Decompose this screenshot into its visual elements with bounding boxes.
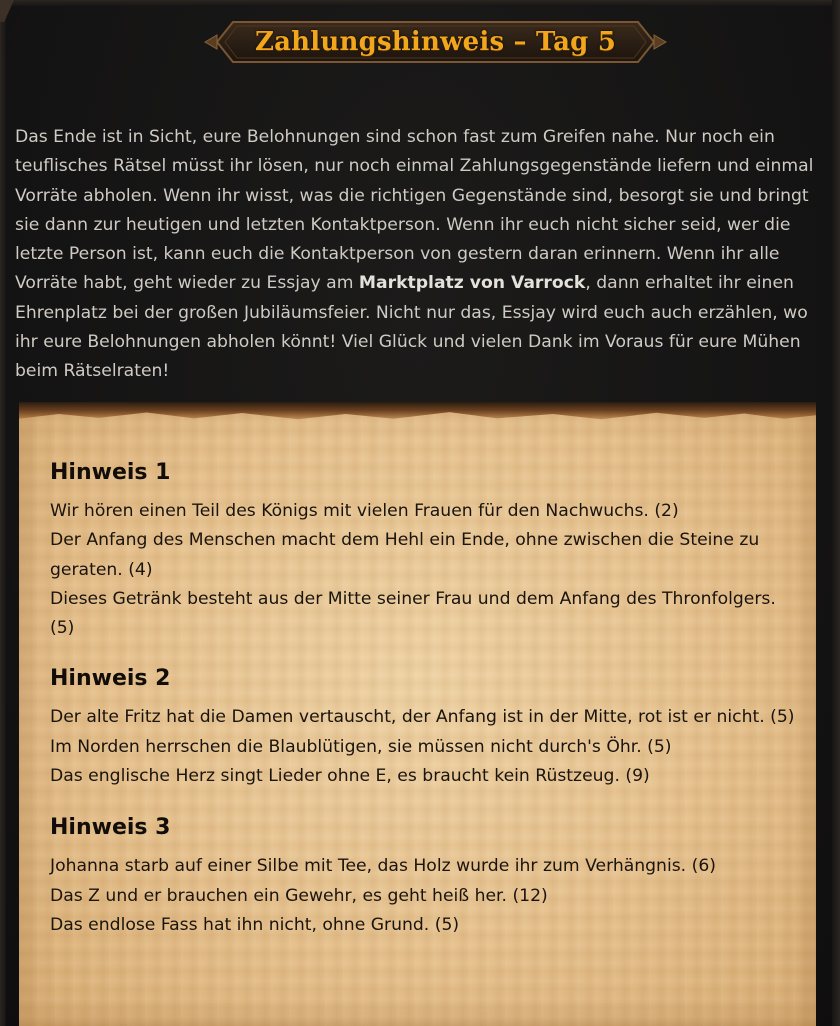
frame-corner-ornament bbox=[0, 0, 14, 22]
hint-heading: Hinweis 1 bbox=[50, 460, 171, 485]
hint-line: Im Norden herrschen die Blaublütigen, sie müssen nicht durch's Öhr. (5) bbox=[50, 736, 672, 757]
hint-list bbox=[50, 852, 800, 940]
hint-heading: Hinweis 3 bbox=[50, 815, 171, 841]
frame-top-border bbox=[0, 0, 840, 6]
intro-text-before: Das Ende ist in Sicht, eure Belohnungen sind schon fast zum Greifen nahe. Nur noch ein teuflisches Rätsel müsst ihr lösen, nur noch einmal Zahlungsgegenstände liefern und einmal Vorräte abholen. Wenn ihr wisst, was die richtigen Gegenstände sind, besorgt sie und bringt sie dann zur heutigen und letzten Kontaktperson. Wenn ihr euch nicht sicher seid, wer die letzte Person ist, kann euch die Kontaktperson von gestern daran erinnern. Wenn ihr alle Vorräte habt, geht wieder zu Essjay am bbox=[15, 127, 814, 294]
hint-line: Das endlose Fass hat ihn nicht, ohne Grund. (5) bbox=[50, 914, 460, 935]
parchment-burnt-edge bbox=[19, 402, 816, 426]
title-banner bbox=[203, 16, 668, 68]
hint-heading: Hinweis 2 bbox=[50, 666, 171, 692]
hint-list bbox=[50, 703, 800, 791]
parchment-scroll bbox=[19, 402, 816, 1026]
hints-container bbox=[50, 458, 800, 961]
frame-right-border bbox=[832, 0, 840, 1026]
hint-line: Das englische Herz singt Lieder ohne E, es braucht kein Rüstzeug. (9) bbox=[50, 766, 650, 787]
hint-section-2 bbox=[50, 664, 800, 791]
page-title: Zahlungshinweis – Tag 5 bbox=[254, 27, 617, 57]
hint-section-3 bbox=[50, 813, 800, 940]
hint-line: Johanna starb auf einer Silbe mit Tee, das Holz wurde ihr zum Verhängnis. (6) bbox=[50, 856, 716, 877]
intro-text-after: , dann erhaltet ihr einen Ehrenplatz bei der großen Jubiläumsfeier. Nicht nur das, Essjay wird euch auch erzählen, wo ihr eure Belohnungen abholen könnt! Viel Glück und vielen Dank im Voraus für eure Mühen beim Rätselraten! bbox=[15, 273, 808, 382]
hint-line: Das Z und er brauchen ein Gewehr, es geht heiß her. (12) bbox=[50, 885, 548, 906]
hint-line: Der Anfang des Menschen macht dem Hehl ein Ende, ohne zwischen die Steine zu geraten. (4) bbox=[50, 530, 760, 580]
intro-paragraph bbox=[15, 123, 830, 387]
hint-list bbox=[50, 497, 800, 643]
hint-line: Der alte Fritz hat die Damen vertauscht, der Anfang ist in der Mitte, rot ist er nicht. (5) bbox=[50, 707, 795, 728]
intro-location-bold: Marktplatz von Varrock bbox=[358, 273, 586, 294]
frame-left-border bbox=[0, 0, 6, 1026]
hint-line: Wir hören einen Teil des Königs mit vielen Frauen für den Nachwuchs. (2) bbox=[50, 501, 679, 521]
hint-section-1 bbox=[50, 458, 800, 643]
hint-line: Dieses Getränk besteht aus der Mitte seiner Frau und dem Anfang des Thronfolgers. (5) bbox=[50, 588, 776, 639]
